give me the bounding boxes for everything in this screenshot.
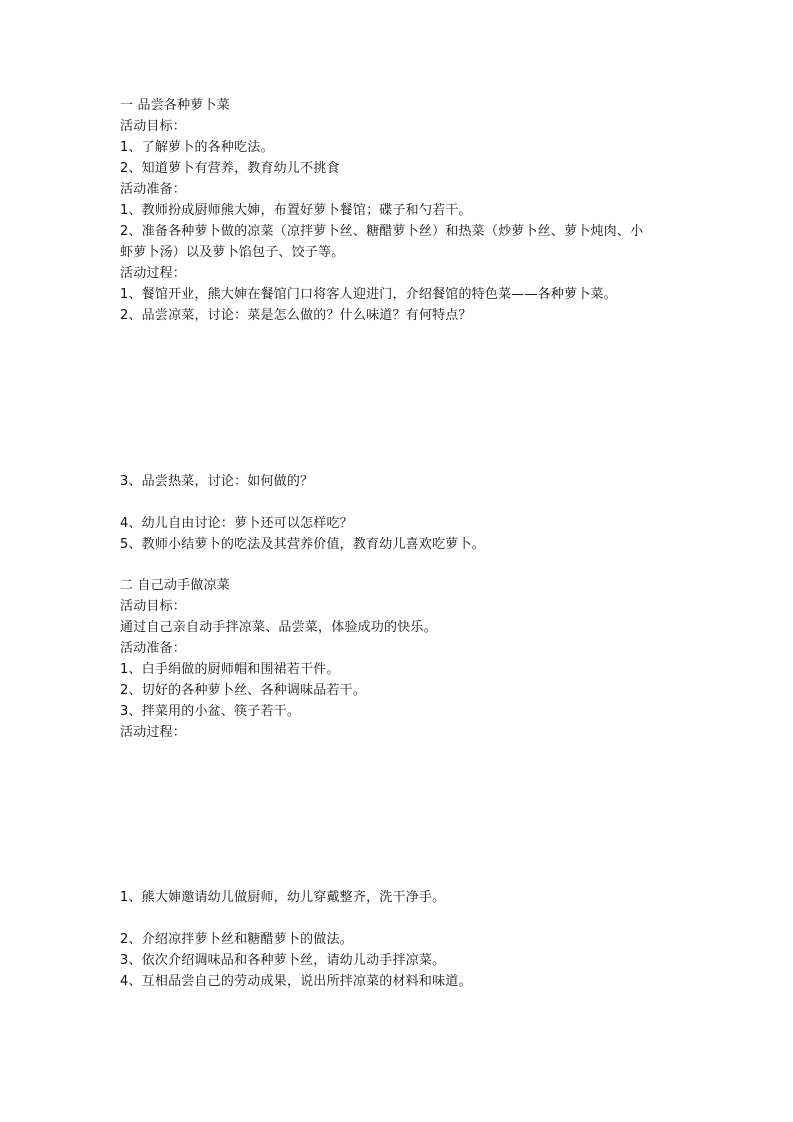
section2-process-2: 2、介绍凉拌萝卜丝和糖醋萝卜的做法。 [120,932,353,947]
section1-prep-2: 2、准备各种萝卜做的凉菜（凉拌萝卜丝、糖醋萝卜丝）和热菜（炒萝卜丝、萝卜炖肉、小 [120,224,644,239]
section2-prep-1: 1、白手绢做的厨师帽和围裙若干件。 [120,662,340,677]
section1-prep-label: 活动准备： [120,182,187,197]
section2-title: 二 自己动手做凉菜 [120,578,230,593]
section2-process-3: 3、依次介绍调味品和各种萝卜丝，请幼儿动手拌凉菜。 [120,953,446,968]
section1-goal-label: 活动目标： [120,119,187,134]
section1-process-5: 5、教师小结萝卜的吃法及其营养价值，教育幼儿喜欢吃萝卜。 [120,537,485,552]
section1-prep-1: 1、教师扮成厨师熊大婶，布置好萝卜餐馆；碟子和勺若干。 [120,203,472,218]
section2-process-label: 活动过程： [120,725,187,740]
section1-process-3: 3、品尝热菜，讨论：如何做的？ [120,474,314,489]
section2-prep-2: 2、切好的各种萝卜丝、各种调味品若干。 [120,683,367,698]
section1-process-label: 活动过程： [120,266,187,281]
section2-process-4: 4、互相品尝自己的劳动成果，说出所拌凉菜的材料和味道。 [120,974,472,989]
section1-goal-1: 1、了解萝卜的各种吃法。 [120,140,274,155]
section2-goal-1: 通过自己亲自动手拌凉菜、品尝菜，体验成功的快乐。 [120,620,437,635]
section2-prep-label: 活动准备： [120,641,187,656]
section2-goal-label: 活动目标： [120,599,187,614]
section1-process-2: 2、品尝凉菜，讨论：菜是怎么做的？什么味道？有何特点？ [120,308,472,323]
section2-process-1: 1、熊大婶邀请幼儿做厨师，幼儿穿戴整齐，洗干净手。 [120,890,446,905]
section2-prep-3: 3、拌菜用的小盆、筷子若干。 [120,704,301,719]
section1-goal-2: 2、知道萝卜有营养，教育幼儿不挑食 [120,161,340,176]
section1-prep-2-cont: 虾萝卜汤）以及萝卜馅包子、饺子等。 [120,245,345,260]
section1-title: 一 品尝各种萝卜菜 [120,98,230,113]
section1-process-1: 1、餐馆开业，熊大婶在餐馆门口将客人迎进门，介绍餐馆的特色菜——各种萝卜菜。 [120,287,617,302]
section1-process-4: 4、幼儿自由讨论：萝卜还可以怎样吃？ [120,516,353,531]
